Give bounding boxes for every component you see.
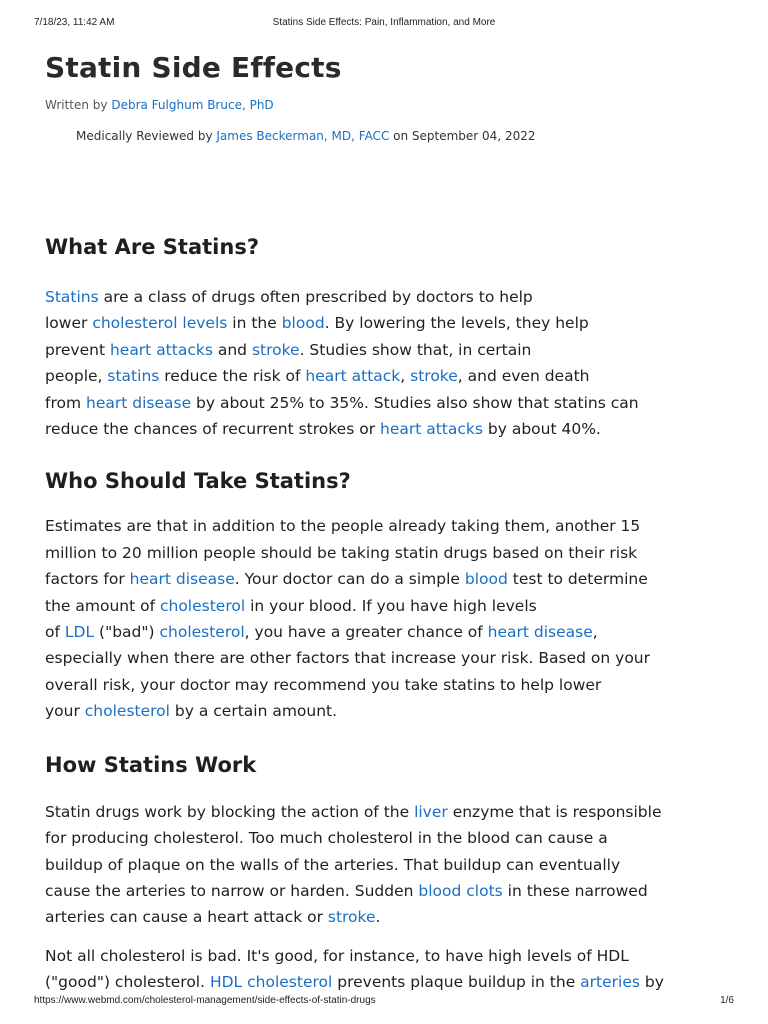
text-run: in your blood. If you have high levels bbox=[245, 596, 537, 615]
inline-link[interactable]: LDL bbox=[64, 623, 95, 642]
inline-link[interactable]: stroke bbox=[251, 340, 300, 359]
text-run: million to 20 million people should be taking statin drugs based on their risk bbox=[45, 543, 638, 562]
text-run: the amount of bbox=[45, 596, 160, 615]
inline-link[interactable]: stroke bbox=[410, 367, 458, 386]
text-run: by about 25% to 35%. Studies also show that statins can bbox=[191, 393, 639, 412]
byline bbox=[45, 97, 735, 113]
reviewer-link[interactable]: James Beckerman, MD, FACC bbox=[216, 129, 390, 143]
text-run: your bbox=[45, 702, 85, 721]
inline-link[interactable]: heart disease bbox=[487, 623, 593, 642]
paragraph-what-are-statins bbox=[45, 284, 735, 442]
text-run: by a certain amount. bbox=[169, 702, 338, 721]
inline-link[interactable]: blood bbox=[281, 314, 325, 333]
text-line bbox=[45, 702, 337, 720]
inline-link[interactable]: arteries bbox=[580, 973, 640, 992]
inline-link[interactable]: statins bbox=[107, 367, 160, 386]
text-line bbox=[45, 908, 380, 926]
text-line bbox=[45, 341, 531, 359]
text-line bbox=[45, 367, 590, 385]
author-link[interactable]: Debra Fulghum Bruce, PhD bbox=[111, 98, 274, 112]
text-run: overall risk, your doctor may recommend you take statins to help lower bbox=[45, 675, 602, 694]
text-run: by bbox=[639, 973, 664, 992]
text-run: test to determine bbox=[507, 570, 648, 589]
inline-link[interactable]: heart disease bbox=[86, 393, 192, 412]
text-run: , you have a greater chance of bbox=[244, 623, 488, 642]
text-run: Estimates are that in addition to the people already taking them, another 15 bbox=[45, 517, 641, 536]
review-date: on September 04, 2022 bbox=[389, 129, 536, 143]
text-run: people, bbox=[45, 367, 108, 386]
review-prefix: Medically Reviewed by bbox=[76, 129, 217, 143]
text-line bbox=[45, 947, 629, 965]
text-run: of bbox=[45, 623, 65, 642]
inline-link[interactable]: heart disease bbox=[129, 570, 235, 589]
inline-link[interactable]: cholesterol bbox=[84, 702, 170, 721]
text-run: buildup of plaque on the walls of the arteries. That buildup can eventually bbox=[45, 855, 621, 874]
text-line bbox=[45, 882, 648, 900]
text-run: , and even death bbox=[457, 367, 590, 386]
print-url: https://www.webmd.com/cholesterol-management/side-effects-of-statin-drugs bbox=[34, 995, 376, 1006]
inline-link[interactable]: heart attack bbox=[305, 367, 401, 386]
text-run: cause the arteries to narrow or harden. Sudden bbox=[45, 881, 419, 900]
section-heading-what-are-statins: What Are Statins? bbox=[45, 235, 259, 259]
inline-link[interactable]: blood bbox=[464, 570, 508, 589]
text-line bbox=[45, 394, 639, 412]
text-line bbox=[45, 676, 601, 694]
text-run: enzyme that is responsible bbox=[447, 802, 662, 821]
text-line bbox=[45, 973, 664, 991]
inline-link[interactable]: cholesterol bbox=[159, 596, 246, 615]
text-line bbox=[45, 623, 598, 641]
inline-link[interactable]: liver bbox=[414, 802, 448, 821]
text-line bbox=[45, 649, 650, 667]
medical-review bbox=[76, 128, 735, 144]
text-line bbox=[45, 420, 601, 438]
inline-link[interactable]: heart attacks bbox=[109, 340, 213, 359]
text-run: lower bbox=[45, 314, 93, 333]
inline-link[interactable]: cholesterol levels bbox=[92, 314, 228, 333]
text-line bbox=[45, 517, 640, 535]
article bbox=[45, 48, 735, 996]
text-line bbox=[45, 288, 533, 306]
paragraph-how-statins-work bbox=[45, 799, 735, 931]
text-run: for producing cholesterol. Too much cholesterol in the blood can cause a bbox=[45, 829, 608, 848]
text-line bbox=[45, 597, 537, 615]
section-heading-who-should-take: Who Should Take Statins? bbox=[45, 469, 351, 494]
text-run: . Studies show that, in certain bbox=[299, 340, 532, 359]
text-line bbox=[45, 856, 620, 874]
text-run: in the bbox=[227, 314, 282, 333]
text-run: especially when there are other factors that increase your risk. Based on your bbox=[45, 649, 650, 668]
text-run: . bbox=[375, 908, 381, 927]
print-page-number: 1/6 bbox=[720, 995, 734, 1006]
article-title: Statin Side Effects bbox=[45, 51, 342, 84]
text-run: . By lowering the levels, they help bbox=[324, 314, 589, 333]
text-run: Not all cholesterol is bad. It's good, for instance, to have high levels of HDL bbox=[45, 946, 629, 965]
print-datetime: 7/18/23, 11:42 AM bbox=[34, 17, 115, 28]
text-run: ("bad") bbox=[94, 623, 160, 642]
text-run: reduce the risk of bbox=[159, 367, 306, 386]
text-run: prevent bbox=[45, 340, 110, 359]
inline-link[interactable]: Statins bbox=[45, 288, 99, 306]
inline-link[interactable]: cholesterol bbox=[159, 623, 245, 642]
text-line bbox=[45, 829, 608, 847]
print-page-title: Statins Side Effects: Pain, Inflammation, and More bbox=[272, 17, 496, 28]
text-run: Statin drugs work by blocking the action of the bbox=[45, 802, 415, 821]
text-line bbox=[45, 544, 637, 562]
text-run: reduce the chances of recurrent strokes or bbox=[45, 420, 380, 439]
inline-link[interactable]: blood clots bbox=[418, 881, 503, 900]
text-run: and bbox=[212, 340, 252, 359]
text-run: arteries can cause a heart attack or bbox=[45, 908, 328, 927]
paragraph-who-should-take bbox=[45, 513, 735, 724]
text-run: , bbox=[400, 367, 411, 386]
text-run: in these narrowed bbox=[502, 881, 648, 900]
inline-link[interactable]: HDL cholesterol bbox=[209, 973, 333, 992]
byline-prefix: Written by bbox=[45, 98, 112, 112]
text-run: ("good") cholesterol. bbox=[45, 973, 210, 992]
inline-link[interactable]: heart attacks bbox=[380, 420, 483, 439]
text-run: from bbox=[45, 393, 86, 412]
text-run: prevents plaque buildup in the bbox=[332, 973, 581, 992]
inline-link[interactable]: stroke bbox=[327, 908, 376, 927]
text-run: are a class of drugs often prescribed by doctors to help bbox=[98, 288, 533, 306]
text-line bbox=[45, 570, 648, 588]
paragraph-hdl-cholesterol bbox=[45, 943, 735, 996]
text-run: by about 40%. bbox=[482, 420, 601, 439]
text-line bbox=[45, 314, 589, 332]
text-line bbox=[45, 803, 662, 821]
text-run: , bbox=[592, 623, 598, 642]
text-run: factors for bbox=[45, 570, 130, 589]
section-heading-how-statins-work: How Statins Work bbox=[45, 752, 257, 777]
text-run: . Your doctor can do a simple bbox=[234, 570, 465, 589]
